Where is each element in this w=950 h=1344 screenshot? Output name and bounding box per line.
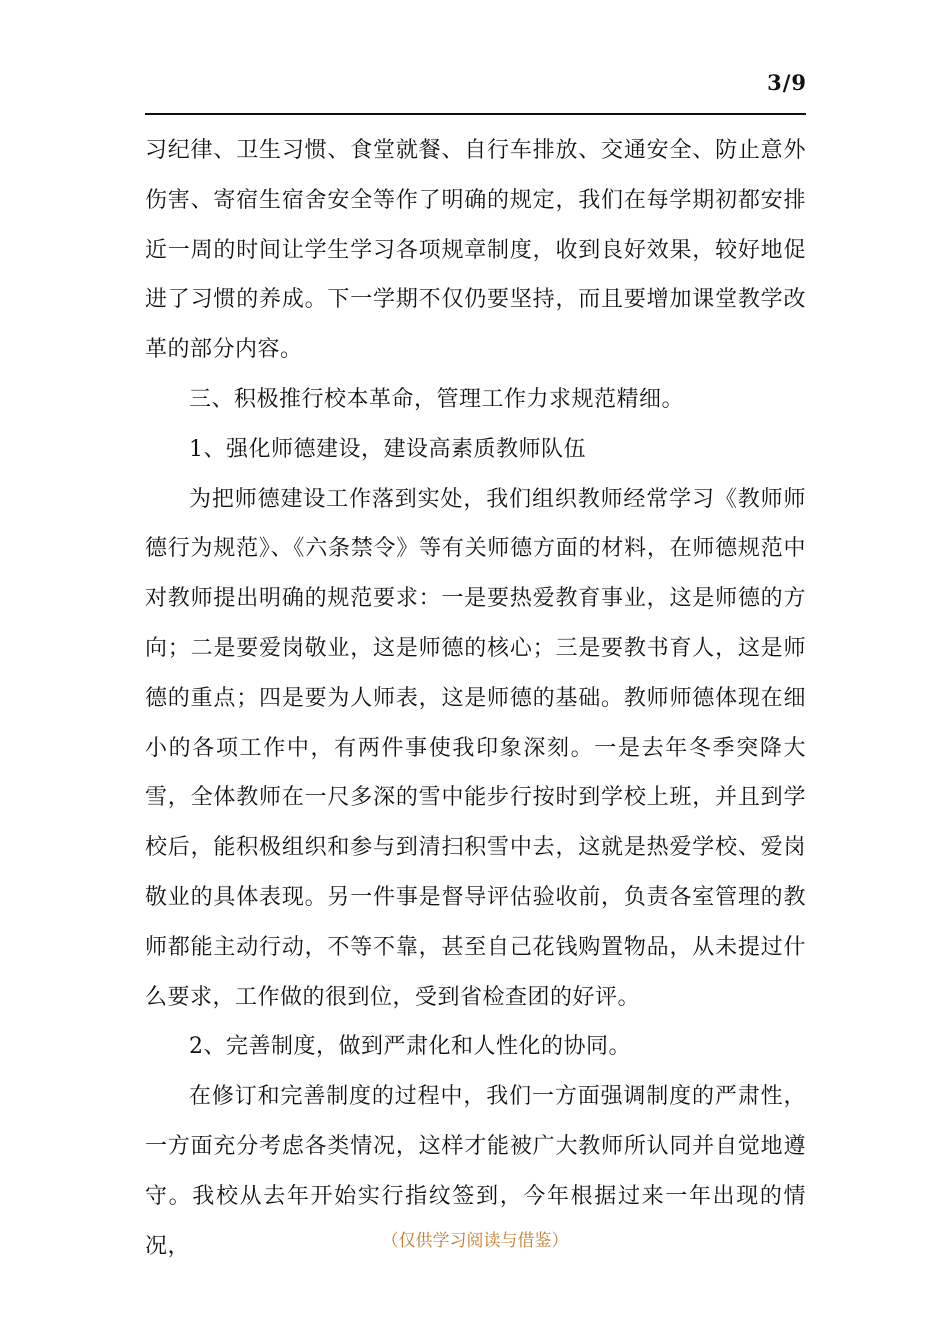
subheading-teacher-ethics: 1、强化师德建设，建设高素质教师队伍 — [189, 436, 586, 462]
paragraph-system-improvement: 在修订和完善制度的过程中，我们一方面强调制度的严肃性，一方面充分考虑各类情况，这样才能被广大教师所认同并自觉地遵守。我校从去年开始实行指纹签到，今年根据过来一年出现的情况， — [145, 1084, 806, 1259]
document-body — [145, 126, 806, 1271]
page-number: 3/9 — [767, 70, 807, 95]
footer-note: （仅供学习阅读与借鉴） — [381, 1231, 569, 1251]
paragraph-teacher-ethics: 为把师德建设工作落到实处，我们组织教师经常学习《教师师德行为规范》、《六条禁令》等有关师德方面的材料，在师德规范中对教师提出明确的规范要求：一是要热爱教育事业，这是师德的方向；二是要爱岗敬业，这是师德的核心；三是要教书育人，这是师德的重点；四是要为人师表，这是师德的基础。教师师德体现在细小的各项工作中，有两件事使我印象深刻。一是去年冬季突降大雪，全体教师在一尺多深的雪中能步行按时到学校上班，并且到学校后，能积极组织和参与到清扫积雪中去，这就是热爱学校、爱岗敬业的具体表现。另一件事是督导评估验收前，负责各室管理的教师都能主动行动，不等不靠，甚至自己花钱购置物品，从未提过什么要求，工作做的很到位，受到省检查团的好评。 — [145, 486, 806, 1010]
subheading-system-improvement: 2、完善制度，做到严肃化和人性化的协同。 — [189, 1034, 631, 1060]
section-heading-three: 三、积极推行校本革命，管理工作力求规范精细。 — [189, 386, 685, 412]
header-divider — [145, 113, 806, 115]
paragraph-continuation: 习纪律、卫生习惯、食堂就餐、自行车排放、交通安全、防止意外伤害、寄宿生宿舍安全等作了明确的规定，我们在每学期初都安排近一周的时间让学生学习各项规章制度，收到良好效果，较好地促进了习惯的养成。下一学期不仅仍要坚持，而且要增加课堂教学改革的部分内容。 — [145, 138, 806, 363]
